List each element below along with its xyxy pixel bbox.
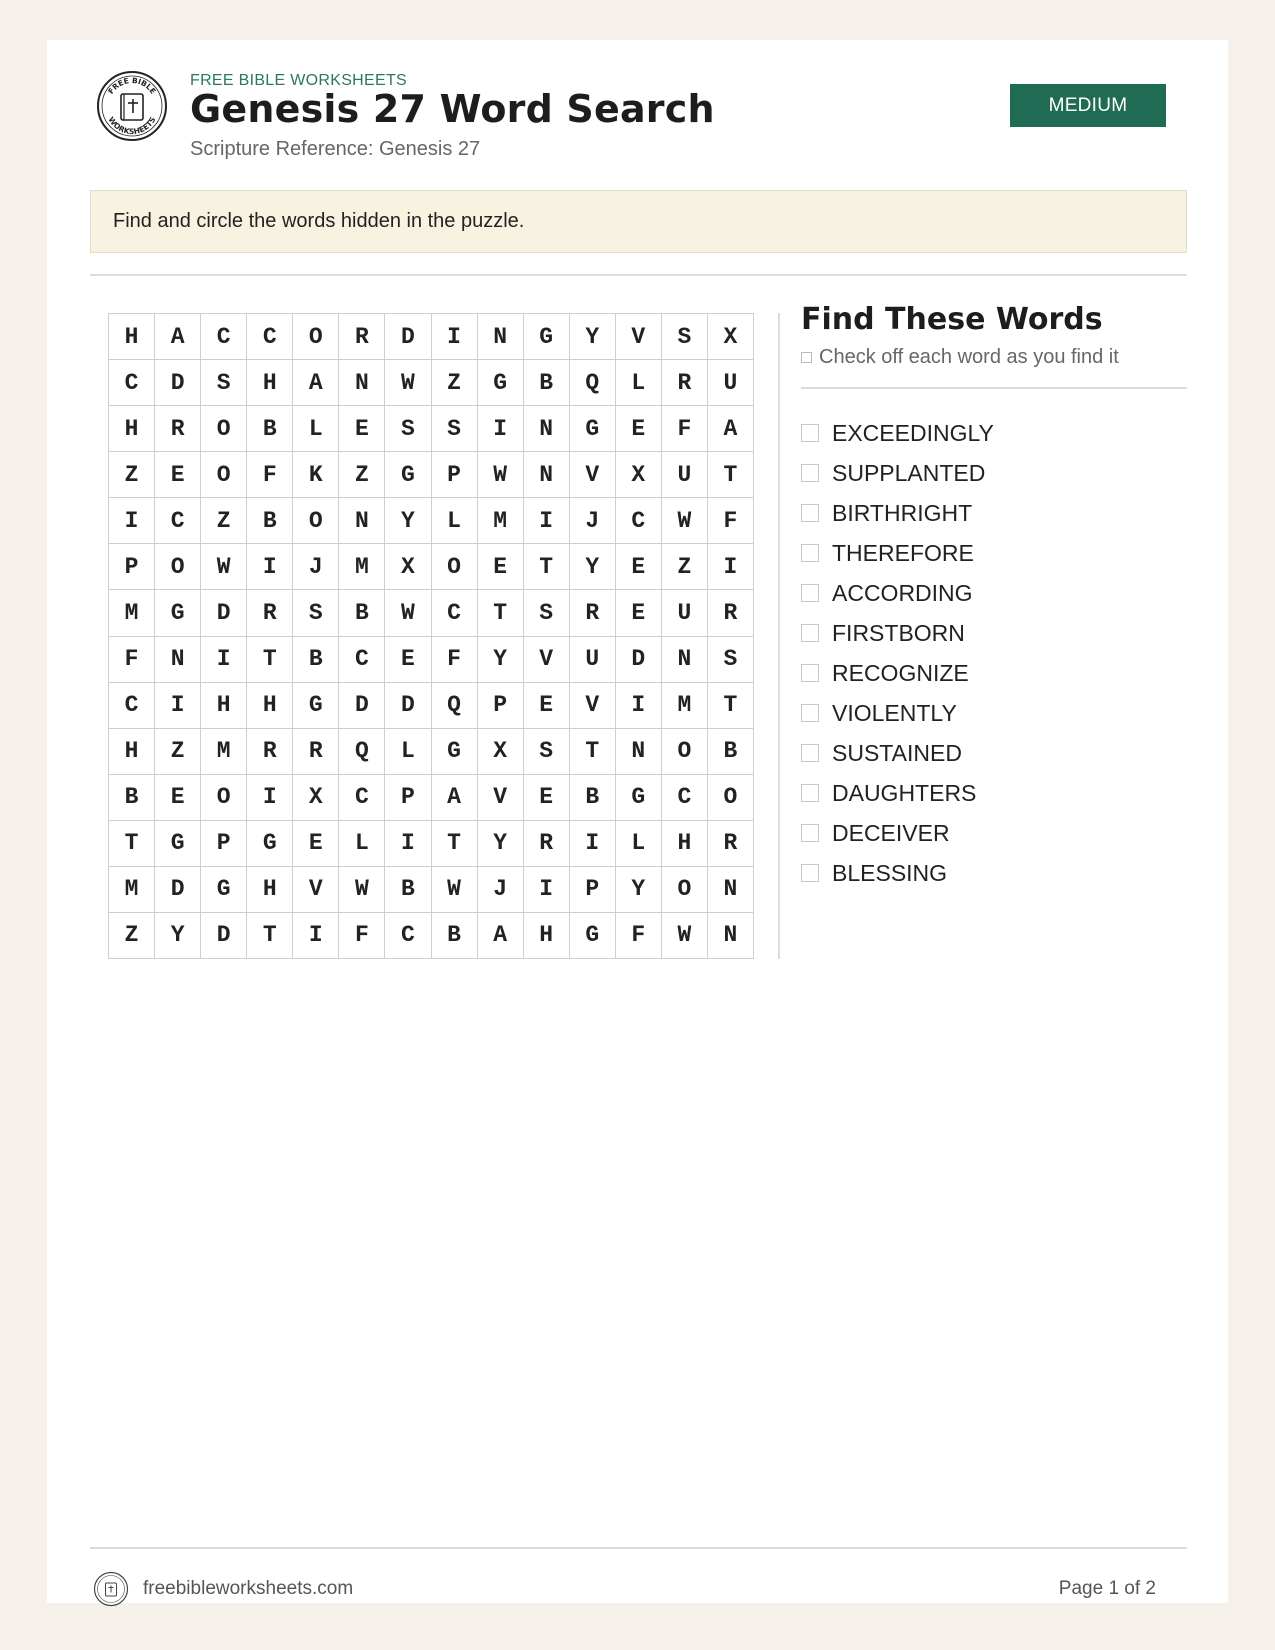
word-checkbox[interactable] (801, 424, 819, 442)
grid-cell: Q (339, 729, 385, 775)
grid-cell: W (339, 867, 385, 913)
grid-cell: N (524, 406, 570, 452)
grid-cell: S (293, 590, 339, 636)
column-divider (778, 313, 780, 959)
grid-cell: L (293, 406, 339, 452)
word-search-grid (108, 313, 754, 959)
grid-cell: C (109, 683, 155, 729)
grid-cell: Z (432, 360, 478, 406)
grid-cell: S (524, 729, 570, 775)
grid-cell: H (247, 360, 293, 406)
grid-cell: I (478, 406, 524, 452)
grid-cell: B (339, 590, 385, 636)
scripture-reference: Scripture Reference: Genesis 27 (190, 138, 481, 160)
word-item[interactable] (801, 613, 994, 653)
grid-cell: Y (478, 637, 524, 683)
instructions-text: Find and circle the words hidden in the puzzle. (113, 210, 525, 232)
grid-cell: D (385, 314, 431, 360)
grid-cell: N (155, 637, 201, 683)
grid-cell: W (478, 452, 524, 498)
grid-cell: R (708, 821, 754, 867)
grid-cell: L (616, 821, 662, 867)
word-item[interactable] (801, 853, 994, 893)
word-checkbox[interactable] (801, 464, 819, 482)
grid-cell: S (385, 406, 431, 452)
grid-cell: F (109, 637, 155, 683)
grid-cell: T (570, 729, 616, 775)
grid-cell: P (432, 452, 478, 498)
grid-cell: M (339, 544, 385, 590)
grid-cell: X (385, 544, 431, 590)
grid-cell: I (247, 544, 293, 590)
word-label: BLESSING (832, 859, 948, 886)
word-item[interactable] (801, 813, 994, 853)
word-label: FIRSTBORN (832, 619, 965, 646)
grid-cell: M (478, 498, 524, 544)
page-title: Genesis 27 Word Search (190, 87, 715, 131)
grid-cell: O (432, 544, 478, 590)
grid-cell: W (662, 913, 708, 959)
instructions-box (90, 190, 1187, 253)
grid-cell: D (339, 683, 385, 729)
grid-cell: C (385, 913, 431, 959)
grid-cell: X (616, 452, 662, 498)
grid-cell: D (201, 913, 247, 959)
words-hint-text: Check off each word as you find it (819, 346, 1119, 368)
grid-cell: Z (339, 452, 385, 498)
words-panel-title: Find These Words (801, 302, 1103, 337)
grid-cell: E (293, 821, 339, 867)
grid-cell: R (293, 729, 339, 775)
grid-cell: A (293, 360, 339, 406)
grid-cell: G (570, 913, 616, 959)
grid-cell: G (385, 452, 431, 498)
grid-cell: Z (201, 498, 247, 544)
grid-cell: G (293, 683, 339, 729)
grid-cell: B (708, 729, 754, 775)
word-item[interactable] (801, 573, 994, 613)
grid-cell: G (432, 729, 478, 775)
word-checkbox[interactable] (801, 744, 819, 762)
word-label: RECOGNIZE (832, 659, 969, 686)
grid-cell: Y (478, 821, 524, 867)
grid-cell: S (432, 406, 478, 452)
word-checkbox[interactable] (801, 664, 819, 682)
grid-cell: B (524, 360, 570, 406)
grid-cell: Q (570, 360, 616, 406)
grid-cell: D (155, 867, 201, 913)
grid-cell: R (570, 590, 616, 636)
grid-cell: B (247, 406, 293, 452)
grid-cell: P (385, 775, 431, 821)
difficulty-badge: MEDIUM (1010, 84, 1166, 127)
grid-cell: H (247, 683, 293, 729)
grid-cell: E (155, 775, 201, 821)
grid-cell: U (708, 360, 754, 406)
grid-cell: N (339, 498, 385, 544)
grid-cell: W (385, 590, 431, 636)
grid-cell: D (616, 637, 662, 683)
word-label: EXCEEDINGLY (832, 419, 994, 446)
grid-cell: E (616, 590, 662, 636)
grid-cell: B (293, 637, 339, 683)
grid-cell: E (155, 452, 201, 498)
grid-cell: B (109, 775, 155, 821)
hint-checkbox-icon (801, 352, 812, 363)
grid-cell: B (385, 867, 431, 913)
grid-cell: C (201, 314, 247, 360)
grid-cell: H (662, 821, 708, 867)
grid-cell: H (109, 729, 155, 775)
grid-cell: T (708, 452, 754, 498)
word-item[interactable] (801, 493, 994, 533)
grid-cell: I (109, 498, 155, 544)
grid-cell: I (708, 544, 754, 590)
grid-cell: L (432, 498, 478, 544)
logo-bottom-text: WORKSHEETS (106, 115, 158, 137)
grid-cell: R (524, 821, 570, 867)
grid-cell: O (201, 452, 247, 498)
word-label: VIOLENTLY (832, 699, 957, 726)
words-divider (801, 387, 1187, 389)
worksheet-page (47, 40, 1228, 1603)
word-checkbox[interactable] (801, 824, 819, 842)
footer-divider (90, 1547, 1187, 1549)
word-checkbox[interactable] (801, 544, 819, 562)
grid-cell: E (524, 775, 570, 821)
grid-cell: O (708, 775, 754, 821)
grid-cell: S (201, 360, 247, 406)
grid-cell: J (478, 867, 524, 913)
grid-cell: C (339, 775, 385, 821)
grid-cell: N (616, 729, 662, 775)
page-number: Page 1 of 2 (1058, 1578, 1156, 1599)
grid-cell: T (247, 913, 293, 959)
grid-cell: P (109, 544, 155, 590)
grid-cell: A (155, 314, 201, 360)
grid-cell: H (109, 406, 155, 452)
word-checkbox[interactable] (801, 504, 819, 522)
grid-cell: E (616, 544, 662, 590)
grid-cell: M (109, 590, 155, 636)
grid-cell: E (524, 683, 570, 729)
grid-cell: H (109, 314, 155, 360)
grid-cell: T (478, 590, 524, 636)
grid-cell: F (432, 637, 478, 683)
grid-cell: X (708, 314, 754, 360)
grid-cell: I (524, 498, 570, 544)
word-item[interactable] (801, 533, 994, 573)
grid-cell: G (155, 590, 201, 636)
grid-cell: V (478, 775, 524, 821)
grid-cell: V (570, 452, 616, 498)
grid-cell: R (247, 729, 293, 775)
footer-website: freebibleworksheets.com (143, 1578, 354, 1599)
word-checkbox[interactable] (801, 704, 819, 722)
grid-cell: Z (155, 729, 201, 775)
word-item[interactable] (801, 733, 994, 773)
grid-cell: N (662, 637, 708, 683)
grid-cell: C (616, 498, 662, 544)
grid-cell: N (339, 360, 385, 406)
grid-cell: A (432, 775, 478, 821)
grid-cell: P (570, 867, 616, 913)
grid-cell: S (708, 637, 754, 683)
grid-cell: U (662, 452, 708, 498)
grid-cell: C (247, 314, 293, 360)
grid-cell: V (570, 683, 616, 729)
grid-cell: J (570, 498, 616, 544)
grid-cell: I (616, 683, 662, 729)
grid-cell: U (570, 637, 616, 683)
grid-cell: O (201, 775, 247, 821)
grid-cell: E (339, 406, 385, 452)
grid-cell: X (478, 729, 524, 775)
word-checkbox[interactable] (801, 584, 819, 602)
grid-cell: V (524, 637, 570, 683)
grid-cell: Z (662, 544, 708, 590)
word-item[interactable] (801, 453, 994, 493)
grid-cell: I (293, 913, 339, 959)
grid-cell: R (662, 360, 708, 406)
grid-cell: B (432, 913, 478, 959)
grid-cell: Y (385, 498, 431, 544)
grid-cell: G (201, 867, 247, 913)
grid-cell: G (524, 314, 570, 360)
grid-cell: R (155, 406, 201, 452)
grid-cell: C (339, 637, 385, 683)
grid-cell: B (247, 498, 293, 544)
grid-cell: D (385, 683, 431, 729)
grid-cell: I (524, 867, 570, 913)
word-item[interactable] (801, 773, 994, 813)
grid-cell: N (524, 452, 570, 498)
grid-cell: L (339, 821, 385, 867)
grid-cell: F (708, 498, 754, 544)
grid-cell: G (247, 821, 293, 867)
word-item[interactable] (801, 693, 994, 733)
grid-cell: F (247, 452, 293, 498)
grid-cell: H (524, 913, 570, 959)
grid-cell: E (478, 544, 524, 590)
grid-cell: P (201, 821, 247, 867)
grid-cell: I (570, 821, 616, 867)
grid-cell: O (201, 406, 247, 452)
grid-cell: M (109, 867, 155, 913)
word-label: DECEIVER (832, 819, 950, 846)
grid-cell: O (155, 544, 201, 590)
grid-cell: Z (109, 452, 155, 498)
grid-cell: O (293, 498, 339, 544)
grid-cell: N (478, 314, 524, 360)
grid-cell: G (155, 821, 201, 867)
grid-cell: Y (570, 314, 616, 360)
word-label: THEREFORE (832, 539, 974, 566)
grid-cell: J (293, 544, 339, 590)
grid-cell: I (247, 775, 293, 821)
grid-cell: T (708, 683, 754, 729)
grid-cell: Y (570, 544, 616, 590)
brand-label: FREE BIBLE WORKSHEETS (190, 72, 408, 89)
grid-cell: X (293, 775, 339, 821)
word-label: BIRTHRIGHT (832, 499, 973, 526)
word-checkbox[interactable] (801, 624, 819, 642)
word-item[interactable] (801, 653, 994, 693)
grid-cell: I (385, 821, 431, 867)
grid-cell: O (662, 729, 708, 775)
grid-cell: R (247, 590, 293, 636)
grid-cell: I (155, 683, 201, 729)
grid-cell: V (293, 867, 339, 913)
grid-cell: B (570, 775, 616, 821)
grid-cell: A (708, 406, 754, 452)
grid-cell: F (339, 913, 385, 959)
grid-cell: T (524, 544, 570, 590)
grid-cell: T (247, 637, 293, 683)
grid-cell: G (478, 360, 524, 406)
grid-cell: E (385, 637, 431, 683)
word-checkbox[interactable] (801, 864, 819, 882)
grid-cell: G (570, 406, 616, 452)
word-list (801, 413, 994, 893)
grid-cell: M (662, 683, 708, 729)
grid-cell: O (293, 314, 339, 360)
grid-cell: K (293, 452, 339, 498)
word-label: ACCORDING (832, 579, 973, 606)
grid-cell: Z (109, 913, 155, 959)
grid-cell: H (247, 867, 293, 913)
grid-cell: W (432, 867, 478, 913)
grid-cell: Y (616, 867, 662, 913)
grid-cell: I (201, 637, 247, 683)
grid-cell: H (201, 683, 247, 729)
bible-logo-icon (96, 70, 168, 142)
grid-cell: F (662, 406, 708, 452)
grid-cell: E (616, 406, 662, 452)
grid-cell: A (478, 913, 524, 959)
word-label: DAUGHTERS (832, 779, 977, 806)
grid-cell: R (708, 590, 754, 636)
header-divider (90, 274, 1187, 276)
grid-cell: C (662, 775, 708, 821)
grid-cell: T (432, 821, 478, 867)
grid-cell: F (616, 913, 662, 959)
grid-cell: D (155, 360, 201, 406)
grid-cell: I (432, 314, 478, 360)
footer-logo-icon (93, 1571, 129, 1607)
grid-cell: L (385, 729, 431, 775)
grid-cell: W (662, 498, 708, 544)
grid-cell: Y (155, 913, 201, 959)
grid-cell: D (201, 590, 247, 636)
word-label: SUSTAINED (832, 739, 962, 766)
words-panel-hint (801, 346, 1119, 369)
word-item[interactable] (801, 413, 994, 453)
grid-cell: L (616, 360, 662, 406)
grid-cell: S (524, 590, 570, 636)
grid-cell: C (109, 360, 155, 406)
logo-top-text: FREE BIBLE (106, 75, 158, 96)
word-label: SUPPLANTED (832, 459, 986, 486)
grid-cell: V (616, 314, 662, 360)
word-checkbox[interactable] (801, 784, 819, 802)
grid-cell: O (662, 867, 708, 913)
grid-cell: U (662, 590, 708, 636)
grid-cell: N (708, 913, 754, 959)
grid-cell: N (708, 867, 754, 913)
grid-cell: R (339, 314, 385, 360)
grid-cell: W (385, 360, 431, 406)
grid-cell: C (155, 498, 201, 544)
grid-cell: Q (432, 683, 478, 729)
grid-cell: C (432, 590, 478, 636)
grid-cell: G (616, 775, 662, 821)
grid-cell: W (201, 544, 247, 590)
grid-cell: T (109, 821, 155, 867)
grid-cell: S (662, 314, 708, 360)
grid-cell: P (478, 683, 524, 729)
grid-cell: M (201, 729, 247, 775)
